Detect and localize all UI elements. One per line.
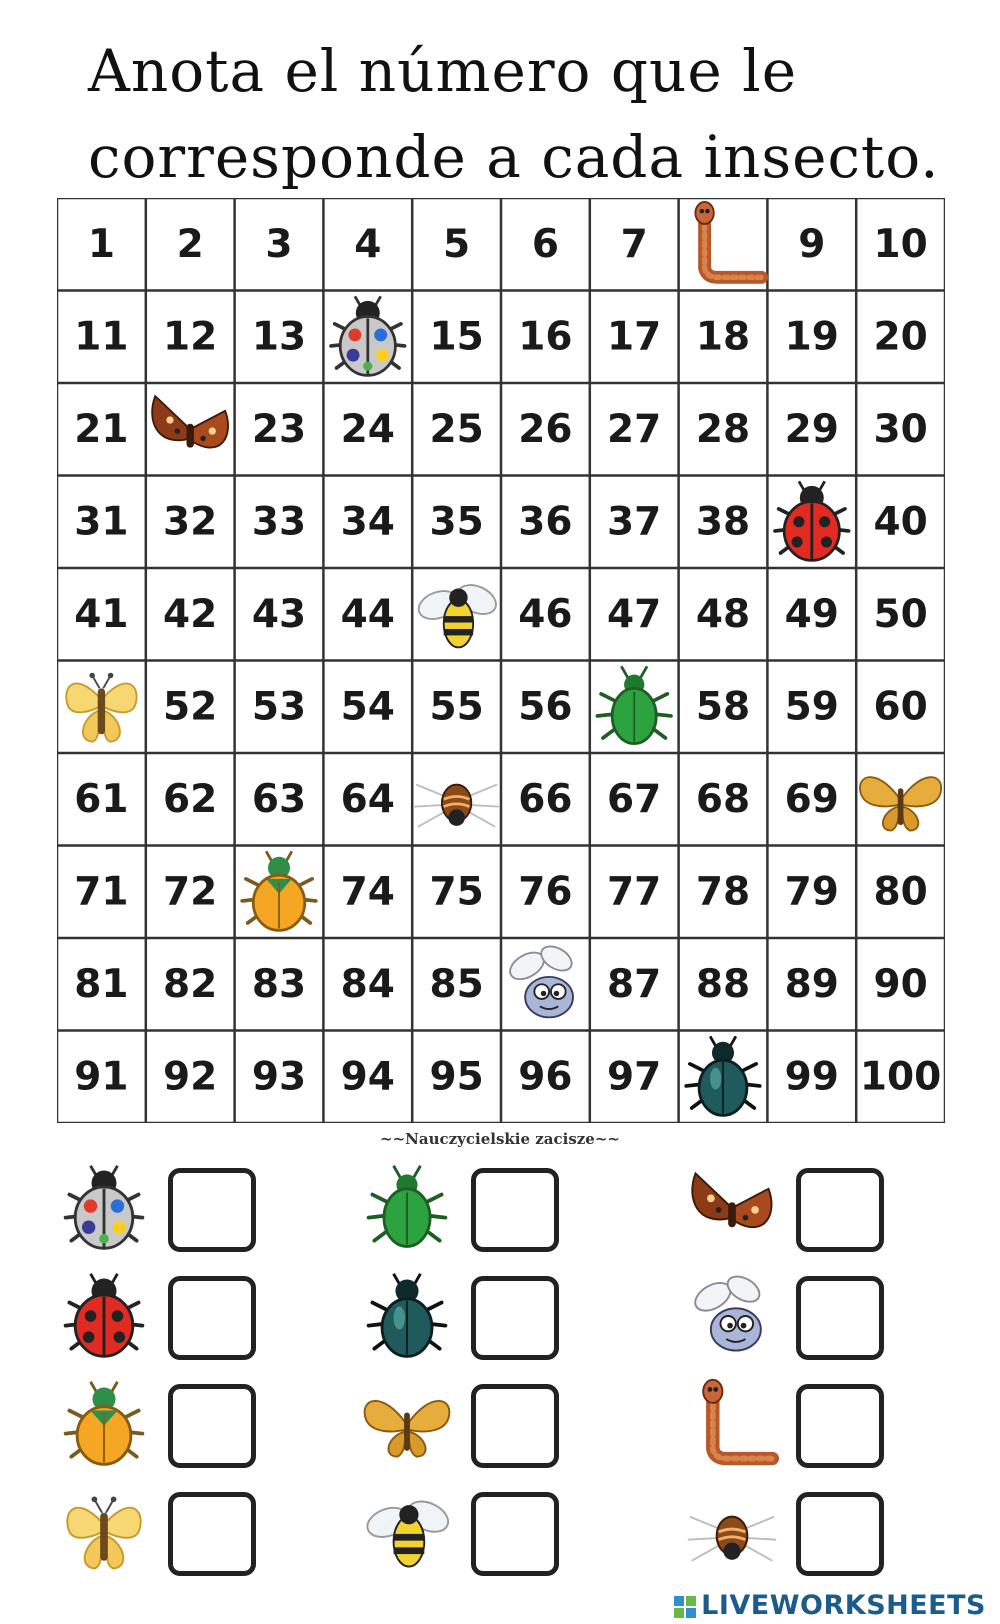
ladybug-icon	[56, 1268, 152, 1368]
grid-cell-number: 87	[607, 961, 662, 1007]
yellow-beetle-icon	[242, 851, 316, 930]
grid-cell-number: 50	[873, 591, 928, 637]
grid-cell-number: 23	[251, 406, 307, 452]
grid-cell-number: 99	[784, 1054, 839, 1100]
answer-pair-moth	[684, 1160, 904, 1260]
grid-cell-number: 59	[784, 684, 839, 730]
grid-cell-number: 35	[429, 499, 484, 545]
answer-pair-spotted-beetle	[56, 1160, 276, 1260]
grid-cell-number: 93	[251, 1054, 307, 1100]
grid-cell-number: 72	[163, 869, 218, 915]
orange-butterfly-icon	[860, 777, 941, 830]
grid-cell-number: 90	[873, 961, 928, 1007]
yellow-butterfly-icon	[56, 1484, 152, 1584]
dark-beetle-icon	[359, 1268, 455, 1368]
grid-cell-number: 100	[859, 1054, 942, 1100]
dark-beetle-icon	[686, 1036, 760, 1115]
grid-cell-number: 74	[340, 869, 395, 915]
answer-pair-yellow-butterfly	[56, 1484, 276, 1584]
fly-icon	[506, 941, 576, 1017]
grid-cell-number: 96	[518, 1054, 573, 1100]
grid-cell-number: 62	[163, 776, 218, 822]
grid-cell-number: 40	[873, 499, 928, 545]
worm-icon	[684, 1376, 780, 1476]
grid-cell-number: 69	[784, 776, 839, 822]
grid-cell-number: 84	[340, 961, 395, 1007]
grid-cell-number: 4	[354, 221, 382, 267]
grid-cell-number: 1	[87, 221, 115, 267]
grid-cell-number: 88	[695, 961, 751, 1007]
grid-cell-number: 78	[695, 869, 751, 915]
answer-section	[56, 1160, 956, 1620]
grid-cell-number: 92	[163, 1054, 218, 1100]
answer-box-orange-butterfly[interactable]	[471, 1384, 559, 1468]
grid-cell-number: 71	[74, 869, 129, 915]
grid-cell-number: 68	[695, 776, 751, 822]
grid-cell-number: 58	[695, 684, 751, 730]
grid-cell-number: 97	[607, 1054, 662, 1100]
grid-cell-number: 80	[873, 869, 928, 915]
grid-cell-number: 26	[518, 406, 573, 452]
green-beetle-icon	[597, 666, 671, 743]
grid-cell-number: 9	[798, 221, 826, 267]
answer-box-green-beetle[interactable]	[471, 1168, 559, 1252]
ladybug-icon	[775, 481, 849, 560]
grid-cell-number: 37	[607, 499, 662, 545]
grid-cell-number: 30	[873, 406, 928, 452]
grid-cell-number: 2	[176, 221, 204, 267]
grid-cell-number: 81	[74, 961, 129, 1007]
grid-cell-number: 61	[74, 776, 129, 822]
instruction-title	[88, 28, 968, 200]
grid-cell-number: 89	[784, 961, 839, 1007]
grid-cell-number: 56	[518, 684, 573, 730]
grid-cell-number: 64	[340, 776, 395, 822]
spider-icon	[414, 785, 499, 827]
grid-cell-number: 42	[163, 591, 218, 637]
moth-icon	[684, 1160, 780, 1260]
grid-cell-number: 5	[443, 221, 471, 267]
worm-icon	[695, 202, 761, 277]
spider-icon	[684, 1484, 780, 1584]
answer-pair-yellow-beetle	[56, 1376, 276, 1476]
answer-pair-worm	[684, 1376, 904, 1476]
grid-cell-number: 77	[607, 869, 662, 915]
grid-cell-number: 91	[74, 1054, 129, 1100]
grid-cell-number: 44	[340, 591, 395, 637]
grid-cell-number: 31	[74, 499, 129, 545]
grid-cell-number: 55	[429, 684, 484, 730]
instruction-line-2: corresponde a cada insecto.	[88, 123, 940, 191]
grid-cell-number: 17	[607, 314, 662, 360]
answer-box-ladybug[interactable]	[168, 1276, 256, 1360]
answer-box-bee[interactable]	[471, 1492, 559, 1576]
spotted-beetle-icon	[56, 1160, 152, 1260]
grid-cell-number: 38	[695, 499, 751, 545]
answer-box-fly[interactable]	[796, 1276, 884, 1360]
grid-cell-number: 27	[607, 406, 662, 452]
grid-cell-number: 63	[251, 776, 307, 822]
answer-pair-fly	[684, 1268, 904, 1368]
grid-cell-number: 34	[340, 499, 395, 545]
grid-cell-number: 25	[429, 406, 484, 452]
brand-name: LIVEWORKSHEETS	[701, 1590, 986, 1621]
grid-cell-number: 13	[251, 314, 307, 360]
answer-box-moth[interactable]	[796, 1168, 884, 1252]
orange-butterfly-icon	[359, 1376, 455, 1476]
grid-cell-number: 12	[163, 314, 218, 360]
grid-cell-number: 10	[873, 221, 928, 267]
grid-cell-number: 76	[518, 869, 573, 915]
grid-cell-number: 46	[518, 591, 573, 637]
grid-cell-number: 82	[163, 961, 218, 1007]
grid-cell-number: 11	[74, 314, 129, 360]
grid-cell-number: 29	[784, 406, 839, 452]
answer-box-dark-beetle[interactable]	[471, 1276, 559, 1360]
answer-box-yellow-beetle[interactable]	[168, 1384, 256, 1468]
grid-cell-number: 49	[784, 591, 839, 637]
grid-cell-number: 18	[695, 314, 751, 360]
grid-cell-number: 79	[784, 869, 839, 915]
answer-box-worm[interactable]	[796, 1384, 884, 1468]
liveworksheets-logo	[673, 1590, 986, 1621]
grid-cell-number: 15	[429, 314, 484, 360]
grid-cell-number: 41	[74, 591, 129, 637]
grid-cell-number: 85	[429, 961, 484, 1007]
grid-cell-number: 52	[163, 684, 218, 730]
grid-cell-number: 16	[518, 314, 573, 360]
answer-pair-spider	[684, 1484, 904, 1584]
grid-cell-number: 33	[251, 499, 307, 545]
grid-cell-number: 32	[163, 499, 218, 545]
grid-cell-number: 95	[429, 1054, 484, 1100]
grid-cell-number: 48	[695, 591, 751, 637]
spotted-beetle-icon	[331, 296, 405, 375]
grid-cell-number: 94	[340, 1054, 395, 1100]
grid-cell-number: 67	[607, 776, 662, 822]
grid-cell-number: 83	[251, 961, 307, 1007]
hundred-chart	[57, 198, 945, 1123]
answer-pair-green-beetle	[359, 1160, 579, 1260]
answer-pair-orange-butterfly	[359, 1376, 579, 1476]
grid-cell-number: 28	[695, 406, 751, 452]
yellow-beetle-icon	[56, 1376, 152, 1476]
grid-cell-number: 43	[251, 591, 307, 637]
answer-box-spotted-beetle[interactable]	[168, 1168, 256, 1252]
instruction-line-1: Anota el número que le	[88, 37, 798, 105]
yellow-butterfly-icon	[66, 673, 136, 742]
grid-cell-number: 3	[265, 221, 293, 267]
answer-pair-ladybug	[56, 1268, 276, 1368]
grid-cell-number: 6	[531, 221, 559, 267]
moth-icon	[152, 396, 228, 448]
liveworksheets-icon	[673, 1595, 697, 1619]
grid-cell-number: 20	[873, 314, 928, 360]
answer-pair-dark-beetle	[359, 1268, 579, 1368]
grid-cell-number: 19	[784, 314, 839, 360]
answer-box-yellow-butterfly[interactable]	[168, 1492, 256, 1576]
grid-cell-number: 24	[340, 406, 395, 452]
grid-cell-number: 75	[429, 869, 484, 915]
grid-cell-number: 47	[607, 591, 662, 637]
grid-cell-number: 54	[340, 684, 395, 730]
green-beetle-icon	[359, 1160, 455, 1260]
grid-cell-number: 36	[518, 499, 573, 545]
bee-icon	[415, 579, 501, 647]
grid-cell-number: 53	[251, 684, 307, 730]
grid-cell-number: 60	[873, 684, 928, 730]
grid-cell-number: 66	[518, 776, 573, 822]
answer-box-spider[interactable]	[796, 1492, 884, 1576]
credit-text: ~~Nauczycielskie zacisze~~	[380, 1130, 620, 1148]
answer-pair-bee	[359, 1484, 579, 1584]
fly-icon	[684, 1268, 780, 1368]
grid-cell-number: 21	[74, 406, 129, 452]
bee-icon	[359, 1484, 455, 1584]
grid-cell-number: 7	[620, 221, 648, 267]
